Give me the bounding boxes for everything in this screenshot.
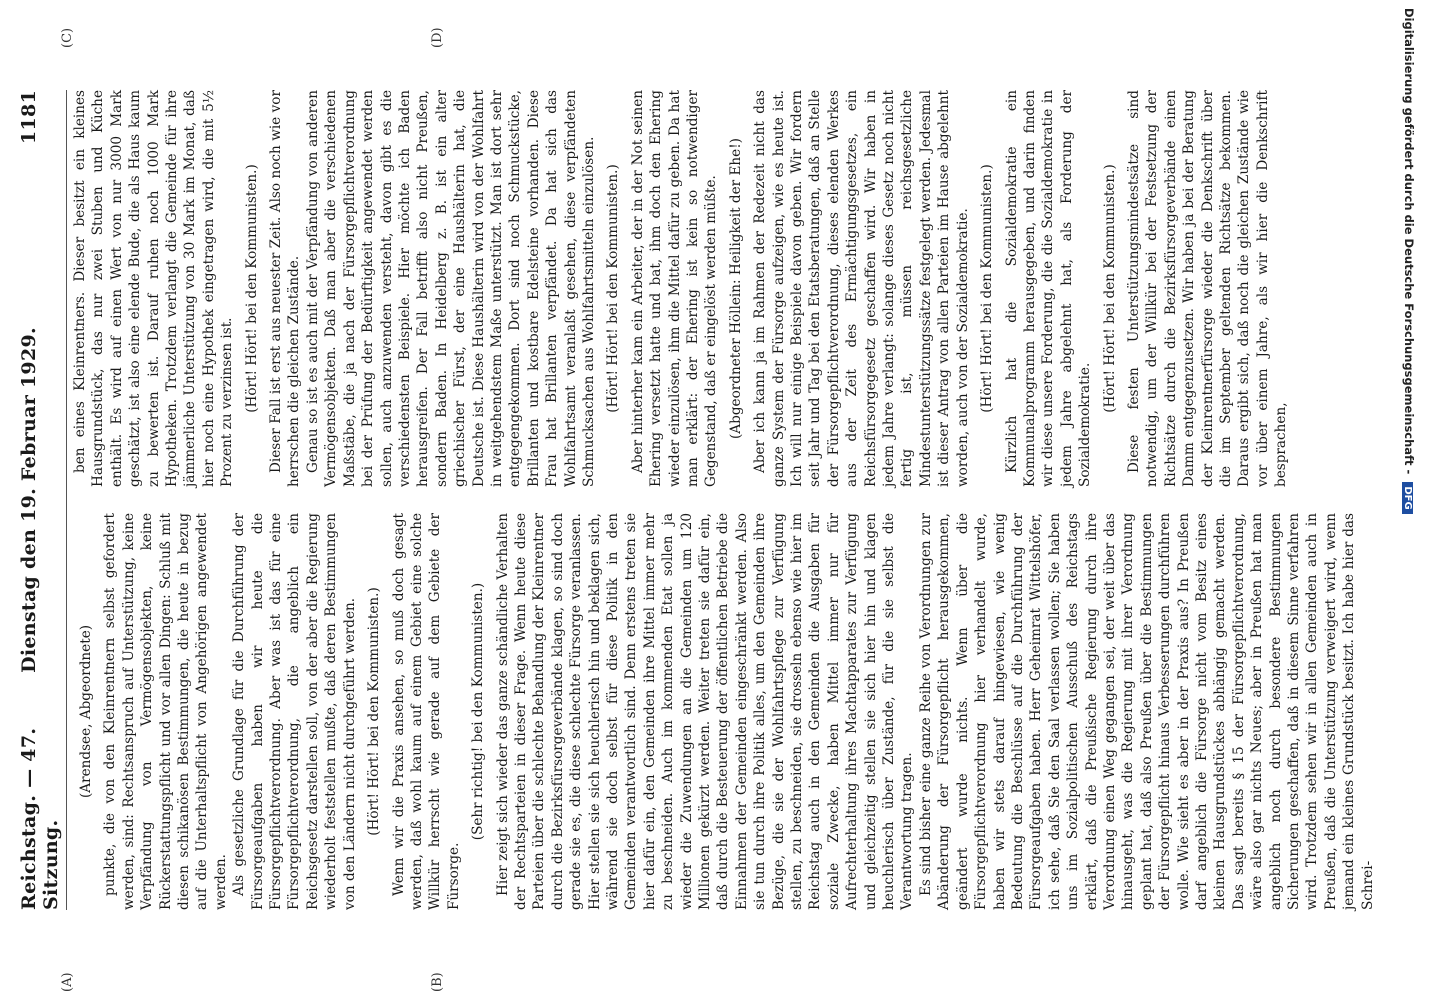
paragraph: (Sehr richtig! bei den Kommunisten.): [470, 582, 487, 841]
paragraph: Dieser Fall ist erst aus neuester Zeit. Also noch wie vor herrschen die gleichen Zustände.: [268, 90, 303, 487]
margin-marker-b: (B): [430, 972, 445, 992]
paragraph: ben eines Kleinrentners. Dieser besitzt ein kleines Hausgrundstück, das nur zwei Stuben und Küche enthält. Es wird auf einen Wert von nur 3000 Mark geschätzt, ist also eine elende Bude, die als Haus kaum zu bewerten ist. Darauf ruhen noch 1000 Mark Hypotheken. Trotzdem verlangt die Gemeinde für ihre jämmerliche Unterstützung von 30 Mark im Monat, daß hier noch eine Hypothek eingetragen wird, die mit 5½ Prozent zu verzinsen ist.: [72, 90, 236, 487]
left-column: [71, 513, 1376, 910]
paragraph: (Abgeordneter Höllein: Heiligkeit der Ehe!): [727, 138, 744, 439]
paragraph: Aber hinterher kam ein Arbeiter, der in der Not seinen Ehering versetzt hatte und bat, ihm doch den Ehering wieder einzulösen, ihm die Mittel dafür zu geben. Da hat man erklärt: der Ehering ist kein so notwendiger Gegenstand, daß er eingelöst werden müßte.: [629, 90, 720, 487]
header-date: Dienstag den 19. Februar 1929.: [18, 327, 40, 673]
paragraph: punkte, die von den Kleinrentnern selbst gefordert werden, sind: Rechtsanspruch auf Unterstützung, keine Verpfändung von Vermögensobjekten, keine Rückerstattungspflicht und vor allen Dingen: Schluß mit diesen schikanösen Bestimmungen, die heute in bezug auf die Unterhaltspflicht von Angehörigen angewendet werden.: [102, 513, 229, 910]
sidebar-credit: [1396, 8, 1416, 1008]
paragraph: Diese festen Unterstützungsmindestsätze sind notwendig, um der Willkür bei der Festsetzung der Richtsätze durch die Bezirksfürsorgeverbände einen Damm entgegenzusetzen. Wir haben ja bei der Beratung der Kleinrentnerfürsorge wieder die Denkschrift über die im September geltenden Richtsätze bekommen. Daraus ergibt sich, daß noch die gleichen Zustände wie vor über einem Jahre, als wir hier die Denkschrift besprachen,: [1125, 90, 1290, 487]
digitization-sidebar: [1394, 0, 1434, 1000]
page-header: [18, 90, 67, 910]
paragraph: (Arendsee, Abgeordnete): [78, 624, 94, 799]
paragraph: Aber ich kann ja im Rahmen der Redezeit nicht das ganze System der Fürsorge aufzeigen, wie es heute ist. Ich will nur einige Beispiele davon geben. Wir fordern seit Jahr und Tag bei den Etatsberatungen, daß an Stelle der Fürsorgepflichtverordnung, dieses elenden Werkes aus der Zeit des Ermächtigungsgesetzes, ein Reichsfürsorgegesetz geschaffen wird. Wir haben in jedem Jahre verlangt: solange dieses Gesetz noch nicht fertig ist, müssen reichsgesetzliche Mindestunterstützungssätze festgelegt werden. Jedesmal ist dieser Antrag von allen Parteien im Hause abgelehnt worden, auch von der Sozialdemokratie.: [752, 90, 971, 487]
margin-marker-c: (C): [60, 27, 75, 48]
paragraph: Kürzlich hat die Sozialdemokratie ein Kommunalprogramm herausgegeben, und darin finden wir diese unsere Forderung, die die Sozialdemokratie in jedem Jahre abgelehnt hat, als Forderung der Sozialdemokratie.: [1003, 90, 1094, 487]
paragraph: (Hört! Hört! bei den Kommunisten.): [243, 164, 260, 413]
paragraph: Genau so ist es auch mit der Verpfändung von anderen Vermögensobjekten. Daß man aber die verschiedenen Maßstäbe, die ja nach der Fürsorgepflichtverordnung bei der Prüfung der Bedürftigkeit angewendet werden sollen, auch anzuwenden versteht, davon gibt es die verschiedensten Beispiele. Hier möchte ich Baden herausgreifen. Der Fall betrifft also nicht Preußen, sondern Baden. In Heidelberg z. B. ist ein alter griechischer Fürst, der eine Haushälterin hat, die Deutsche ist. Diese Haushälterin wird von der Wohlfahrt in weitgehendstem Maße unterstützt. Man ist dort sehr entgegengekommen. Dort sind noch Schmuckstücke, Brillanten und kostbare Edelsteine vorhanden. Diese Frau hat Brillanten verpfändet. Da hat sich das Wohlfahrtsamt veranlaßt gesehen, diese verpfändeten Schmucksachen aus Wohlfahrtsmitteln einzulösen.: [304, 90, 597, 487]
sidebar-credit-text: Digitalisierung gefördert durch die Deutsche Forschungsgemeinschaft -: [1402, 8, 1416, 475]
right-column: [71, 90, 1290, 487]
paragraph: (Hört! Hört! bei den Kommunisten.): [979, 164, 996, 413]
margin-marker-d: (D): [430, 27, 445, 48]
page-number: 1181: [18, 90, 40, 145]
paragraph: (Hört! Hört! bei den Kommunisten.): [1101, 164, 1118, 413]
paragraph: (Hört! Hört! bei den Kommunisten.): [366, 587, 383, 836]
paragraph: Es sind bisher eine ganze Reihe von Verordnungen zur Abänderung der Fürsorgepflicht herausgekommen, geändert wurde nichts. Wenn über die Fürsorgepflichtverordnung hier verhandelt wurde, haben wir stets darauf hingewiesen, wie wenig Bedeutung die Beschlüsse auf die Durchführung der Fürsorgeaufgaben haben. Herr Geheimrat Wittelshöfer, ich sehe, daß Sie den Saal verlassen wollen; Sie haben uns im Sozialpolitischen Ausschuß des Reichstags erklärt, daß die Preußische Regierung durch ihre Verordnung einen Weg gegangen sei, der weit über das hinausgeht, was die Regierung mit ihrer Verordnung geplant hat, daß also Preußen über die Bestimmungen der Fürsorgepflicht hinaus Verbesserungen durchführen wolle. Wie sieht es aber in der Praxis aus? In Preußen darf angeblich die Fürsorge nicht vom Besitz eines kleinen Hausgrundstückes abhängig gemacht werden. Das sagt bereits § 15 der Fürsorgepflichtverordnung, wäre also gar nichts Neues; aber in Preußen hat man angeblich noch durch besondere Bestimmungen Sicherungen geschaffen, daß in diesem Sinne verfahren wird. Trotzdem sehen wir in allen Gemeinden auch in Preußen, daß die Unterstützung verweigert wird, wenn jemand ein kleines Grundstück besitzt. Ich habe hier das Schrei-: [917, 513, 1376, 910]
paragraph: Hier zeigt sich wieder das ganze schändliche Verhalten der Rechtsparteien in dieser Frage. Wenn heute diese Parteien über die schlechte Behandlung der Kleinrentner durch die Bezirksfürsorgeverbände klagen, so sind doch gerade sie es, die diese schlechte Fürsorge veranlassen. Hier stellen sie sich heuchlerisch hin und beklagen sich, während sie doch selbst für diese Politik in den Gemeinden verantwortlich sind. Denn erstens treten sie hier dafür ein, den Gemeinden ihre Mittel immer mehr zu beschneiden. Auch im kommenden Etat sollen ja wieder die Zuwendungen an die Gemeinden um 120 Millionen gekürzt werden. Weiter treten sie dafür ein, daß durch die Besteuerung der öffentlichen Betriebe die Einnahmen der Gemeinden eingeschränkt werden. Also sie tun durch ihre Politik alles, um den Gemeinden ihre Bezüge, die sie der Wohlfahrtspflege zur Verfügung stellen, zu beschneiden, sie drosseln ebenso wie hier im Reichstag auch in den Gemeinden die Ausgaben für soziale Zwecke, haben Mittel immer nur für Aufrechterhaltung ihres Machtapparates zur Verfügung und gleichzeitig stellen sie sich hier hin und klagen heuchlerisch über Zustände, für die sie selbst die Verantwortung tragen.: [494, 513, 916, 910]
margin-marker-a: (A): [60, 972, 75, 992]
text-columns: [71, 90, 1376, 910]
paragraph: (Hört! Hört! bei den Kommunisten.): [605, 164, 622, 413]
header-session: Reichstag. — 47. Sitzung.: [18, 727, 62, 910]
paragraph: Wenn wir die Praxis ansehen, so muß doch gesagt werden, daß wohl kaum auf einem Gebiet eine solche Willkür herrscht wie gerade auf dem Gebiete der Fürsorge.: [390, 513, 462, 910]
paragraph: Als gesetzliche Grundlage für die Durchführung der Fürsorgeaufgaben haben wir heute die Fürsorgepflichtverordnung. Aber was ist das für eine Fürsorgepflichtverordnung, die angeblich ein Reichsgesetz darstellen soll, von der aber die Regierung wiederholt feststellen mußte, daß deren Bestimmungen von den Ländern nicht durchgeführt werden.: [231, 513, 358, 910]
dfg-logo: DFG: [1402, 482, 1413, 513]
